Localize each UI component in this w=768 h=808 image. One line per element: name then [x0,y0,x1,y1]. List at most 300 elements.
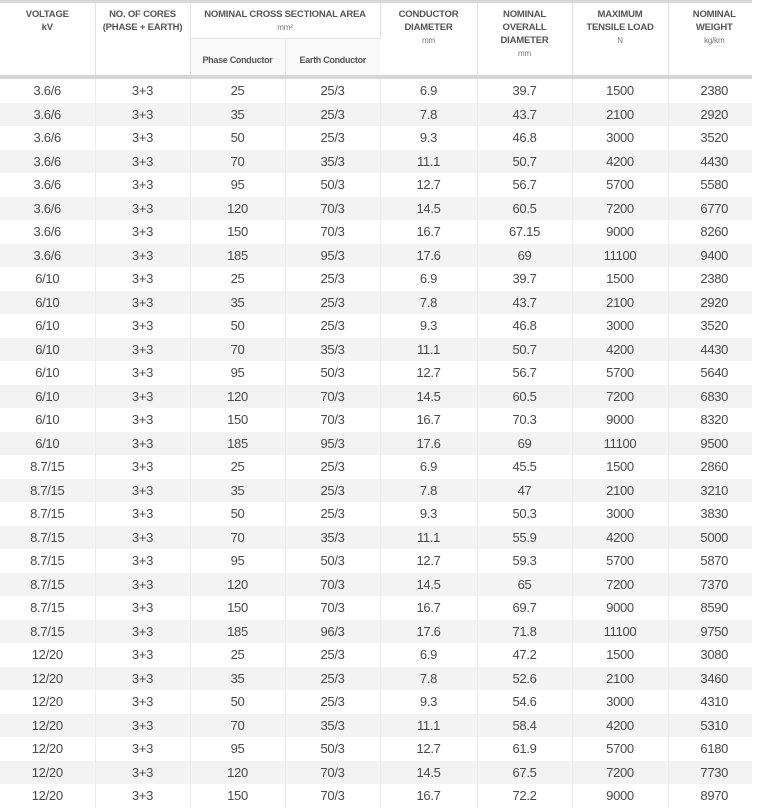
cell-earth-conductor: 50/3 [285,173,380,197]
cell-earth-conductor: 70/3 [285,385,380,409]
cell-cores: 3+3 [95,737,190,761]
table-row [0,761,760,785]
cell-overall-diameter: 67.15 [477,220,572,244]
cell-cores: 3+3 [95,784,190,808]
cell-weight: 5870 [668,549,760,573]
cell-conductor-diameter: 14.5 [380,573,477,597]
cell-phase-conductor: 70 [190,150,285,174]
cell-phase-conductor: 35 [190,103,285,127]
cell-voltage: 12/20 [0,784,95,808]
cell-overall-diameter: 60.5 [477,385,572,409]
table-row [0,784,760,808]
cell-phase-conductor: 35 [190,667,285,691]
cell-phase-conductor: 25 [190,79,285,103]
cell-phase-conductor: 95 [190,173,285,197]
cell-phase-conductor: 70 [190,714,285,738]
cell-overall-diameter: 59.3 [477,549,572,573]
header-od-line2: OVERALL [502,22,547,33]
cell-voltage: 8.7/15 [0,455,95,479]
header-area-title: NOMINAL CROSS SECTIONAL AREA [204,9,366,20]
cell-overall-diameter: 47 [477,479,572,503]
cell-phase-conductor: 150 [190,596,285,620]
cell-weight: 5000 [668,526,760,550]
cell-conductor-diameter: 12.7 [380,361,477,385]
cell-cores: 3+3 [95,432,190,456]
header-area-unit: mm² [277,23,293,32]
header-w-unit: kg/km [704,36,725,45]
cell-tensile-load: 2100 [572,667,668,691]
cell-overall-diameter: 45.5 [477,455,572,479]
cell-earth-conductor: 70/3 [285,761,380,785]
cell-voltage: 3.6/6 [0,103,95,127]
cell-weight: 7730 [668,761,760,785]
cell-cores: 3+3 [95,291,190,315]
cell-conductor-diameter: 11.1 [380,150,477,174]
header-cores-line2: (PHASE + EARTH) [102,22,183,33]
cell-earth-conductor: 70/3 [285,573,380,597]
cell-earth-conductor: 70/3 [285,220,380,244]
cell-earth-conductor: 50/3 [285,737,380,761]
cell-tensile-load: 3000 [572,690,668,714]
cell-cores: 3+3 [95,526,190,550]
cell-voltage: 3.6/6 [0,220,95,244]
cell-weight: 2380 [668,267,760,291]
cell-cores: 3+3 [95,103,190,127]
cell-voltage: 6/10 [0,432,95,456]
cell-overall-diameter: 60.5 [477,197,572,221]
cell-tensile-load: 3000 [572,126,668,150]
cell-voltage: 12/20 [0,643,95,667]
cell-phase-conductor: 50 [190,314,285,338]
cell-voltage: 8.7/15 [0,620,95,644]
cell-phase-conductor: 185 [190,432,285,456]
cell-cores: 3+3 [95,126,190,150]
cell-tensile-load: 2100 [572,103,668,127]
cell-conductor-diameter: 12.7 [380,549,477,573]
cell-weight: 4310 [668,690,760,714]
cell-tensile-load: 4200 [572,150,668,174]
table-row [0,173,760,197]
table-row [0,620,760,644]
cell-overall-diameter: 58.4 [477,714,572,738]
cell-tensile-load: 1500 [572,267,668,291]
cell-voltage: 12/20 [0,714,95,738]
cell-cores: 3+3 [95,361,190,385]
cell-earth-conductor: 25/3 [285,690,380,714]
cell-weight: 6180 [668,737,760,761]
cell-weight: 3210 [668,479,760,503]
cell-weight: 8590 [668,596,760,620]
cell-tensile-load: 7200 [572,197,668,221]
cell-conductor-diameter: 7.8 [380,479,477,503]
cell-weight: 2920 [668,291,760,315]
header-cross-sectional-area [190,3,380,39]
cell-earth-conductor: 70/3 [285,784,380,808]
cell-voltage: 8.7/15 [0,502,95,526]
cell-tensile-load: 5700 [572,549,668,573]
cell-phase-conductor: 50 [190,502,285,526]
cell-weight: 5580 [668,173,760,197]
cell-voltage: 8.7/15 [0,549,95,573]
cell-overall-diameter: 55.9 [477,526,572,550]
cell-overall-diameter: 50.7 [477,150,572,174]
cell-weight: 7370 [668,573,760,597]
cell-weight: 9500 [668,432,760,456]
cell-earth-conductor: 95/3 [285,244,380,268]
cell-phase-conductor: 50 [190,126,285,150]
cell-weight: 2380 [668,79,760,103]
header-od-line1: NOMINAL [503,9,546,20]
table-body [0,79,760,808]
cell-conductor-diameter: 11.1 [380,526,477,550]
cell-conductor-diameter: 7.8 [380,103,477,127]
table-row [0,314,760,338]
cell-phase-conductor: 35 [190,479,285,503]
cell-tensile-load: 2100 [572,479,668,503]
cell-voltage: 3.6/6 [0,126,95,150]
cell-overall-diameter: 50.7 [477,338,572,362]
cell-voltage: 12/20 [0,761,95,785]
cell-weight: 8260 [668,220,760,244]
cell-cores: 3+3 [95,173,190,197]
cell-phase-conductor: 120 [190,385,285,409]
cell-tensile-load: 11100 [572,432,668,456]
header-voltage-title: VOLTAGE [25,9,69,20]
cell-overall-diameter: 69 [477,432,572,456]
cell-phase-conductor: 95 [190,361,285,385]
cell-weight: 6830 [668,385,760,409]
cell-voltage: 6/10 [0,267,95,291]
cell-tensile-load: 9000 [572,408,668,432]
header-earth-conductor: Earth Conductor [285,39,380,78]
table-row [0,479,760,503]
cell-voltage: 12/20 [0,667,95,691]
cell-overall-diameter: 39.7 [477,79,572,103]
table-row [0,526,760,550]
cell-phase-conductor: 185 [190,244,285,268]
cell-weight: 2860 [668,455,760,479]
cell-phase-conductor: 185 [190,620,285,644]
cell-tensile-load: 5700 [572,361,668,385]
header-weight [668,3,760,77]
header-cd-line2: DIAMETER [404,22,453,33]
cell-phase-conductor: 70 [190,338,285,362]
table-row [0,79,760,103]
header-cores-line1: NO. OF CORES [109,9,176,20]
cell-weight: 8320 [668,408,760,432]
cell-overall-diameter: 54.6 [477,690,572,714]
cell-voltage: 6/10 [0,338,95,362]
cell-tensile-load: 4200 [572,526,668,550]
cell-weight: 4430 [668,150,760,174]
cell-cores: 3+3 [95,596,190,620]
cell-cores: 3+3 [95,667,190,691]
cell-earth-conductor: 35/3 [285,526,380,550]
table-row [0,432,760,456]
cell-cores: 3+3 [95,690,190,714]
cell-voltage: 3.6/6 [0,173,95,197]
cell-voltage: 6/10 [0,408,95,432]
cell-cores: 3+3 [95,338,190,362]
table-row [0,737,760,761]
table-row [0,714,760,738]
cell-earth-conductor: 50/3 [285,361,380,385]
cell-phase-conductor: 120 [190,197,285,221]
cell-weight: 3080 [668,643,760,667]
header-cd-line1: CONDUCTOR [398,9,459,20]
cell-conductor-diameter: 16.7 [380,408,477,432]
cell-conductor-diameter: 7.8 [380,667,477,691]
table-row [0,338,760,362]
cell-cores: 3+3 [95,408,190,432]
cell-tensile-load: 4200 [572,714,668,738]
cell-tensile-load: 7200 [572,573,668,597]
cell-tensile-load: 2100 [572,291,668,315]
cell-voltage: 3.6/6 [0,79,95,103]
cell-phase-conductor: 95 [190,549,285,573]
cell-tensile-load: 5700 [572,173,668,197]
table-row [0,291,760,315]
header-w-line2: WEIGHT [695,22,733,33]
cell-conductor-diameter: 6.9 [380,643,477,667]
cell-earth-conductor: 25/3 [285,291,380,315]
cell-earth-conductor: 25/3 [285,314,380,338]
table-row [0,408,760,432]
cell-overall-diameter: 50.3 [477,502,572,526]
cell-tensile-load: 9000 [572,220,668,244]
cell-conductor-diameter: 6.9 [380,455,477,479]
cell-cores: 3+3 [95,549,190,573]
cell-earth-conductor: 25/3 [285,502,380,526]
cell-voltage: 3.6/6 [0,150,95,174]
cell-phase-conductor: 150 [190,408,285,432]
cell-earth-conductor: 95/3 [285,432,380,456]
header-od-line3: DIAMETER [500,35,549,46]
cell-overall-diameter: 69.7 [477,596,572,620]
cell-tensile-load: 5700 [572,737,668,761]
cell-voltage: 12/20 [0,690,95,714]
cell-cores: 3+3 [95,197,190,221]
cell-overall-diameter: 46.8 [477,126,572,150]
header-tensile-load [572,3,668,77]
cell-conductor-diameter: 16.7 [380,220,477,244]
cell-overall-diameter: 70.3 [477,408,572,432]
cell-conductor-diameter: 14.5 [380,197,477,221]
cell-conductor-diameter: 11.1 [380,714,477,738]
cell-voltage: 8.7/15 [0,573,95,597]
cell-weight: 8970 [668,784,760,808]
table-row [0,596,760,620]
cell-overall-diameter: 52.6 [477,667,572,691]
cell-conductor-diameter: 17.6 [380,244,477,268]
cell-conductor-diameter: 16.7 [380,784,477,808]
cell-voltage: 6/10 [0,314,95,338]
cell-earth-conductor: 70/3 [285,596,380,620]
cell-earth-conductor: 96/3 [285,620,380,644]
cell-cores: 3+3 [95,79,190,103]
cell-cores: 3+3 [95,314,190,338]
cell-conductor-diameter: 11.1 [380,338,477,362]
header-conductor-diameter [380,3,477,77]
cell-conductor-diameter: 9.3 [380,126,477,150]
cell-earth-conductor: 25/3 [285,455,380,479]
cell-weight: 3830 [668,502,760,526]
cell-cores: 3+3 [95,714,190,738]
cell-phase-conductor: 120 [190,761,285,785]
cell-overall-diameter: 61.9 [477,737,572,761]
cell-overall-diameter: 67.5 [477,761,572,785]
cell-cores: 3+3 [95,620,190,644]
cell-weight: 6770 [668,197,760,221]
cell-weight: 3520 [668,126,760,150]
cell-overall-diameter: 47.2 [477,643,572,667]
table-row [0,667,760,691]
cell-tensile-load: 1500 [572,643,668,667]
header-od-unit: mm [518,49,531,58]
cell-phase-conductor: 25 [190,267,285,291]
cell-earth-conductor: 50/3 [285,549,380,573]
cell-conductor-diameter: 6.9 [380,79,477,103]
cell-conductor-diameter: 17.6 [380,620,477,644]
cell-conductor-diameter: 9.3 [380,502,477,526]
cell-cores: 3+3 [95,385,190,409]
header-w-line1: NOMINAL [692,9,736,20]
header-phase-conductor: Phase Conductor [190,39,285,78]
cell-phase-conductor: 120 [190,573,285,597]
cell-earth-conductor: 35/3 [285,338,380,362]
cell-cores: 3+3 [95,267,190,291]
cable-spec-table [0,3,760,808]
table-row [0,573,760,597]
header-cores [95,3,190,77]
cell-earth-conductor: 25/3 [285,126,380,150]
table-row [0,244,760,268]
cell-earth-conductor: 35/3 [285,150,380,174]
cell-voltage: 3.6/6 [0,197,95,221]
cell-cores: 3+3 [95,502,190,526]
cell-conductor-diameter: 17.6 [380,432,477,456]
header-tl-unit: N [617,36,623,45]
header-cd-unit: mm [422,36,435,45]
table-row [0,197,760,221]
table-row [0,126,760,150]
table-row [0,455,760,479]
cell-tensile-load: 11100 [572,244,668,268]
table-row [0,220,760,244]
cell-tensile-load: 11100 [572,620,668,644]
cell-conductor-diameter: 9.3 [380,314,477,338]
cell-phase-conductor: 150 [190,220,285,244]
cell-overall-diameter: 69 [477,244,572,268]
cell-tensile-load: 3000 [572,314,668,338]
cell-weight: 4430 [668,338,760,362]
cell-voltage: 3.6/6 [0,244,95,268]
cell-conductor-diameter: 12.7 [380,737,477,761]
cell-voltage: 6/10 [0,361,95,385]
cell-cores: 3+3 [95,573,190,597]
cell-voltage: 8.7/15 [0,596,95,620]
cell-tensile-load: 1500 [572,455,668,479]
cell-earth-conductor: 25/3 [285,267,380,291]
header-tl-line2: TENSILE LOAD [586,22,654,33]
cell-weight: 9750 [668,620,760,644]
cell-overall-diameter: 65 [477,573,572,597]
cell-phase-conductor: 35 [190,291,285,315]
cell-tensile-load: 7200 [572,761,668,785]
cell-voltage: 6/10 [0,291,95,315]
cell-weight: 3460 [668,667,760,691]
cell-weight: 5640 [668,361,760,385]
cell-phase-conductor: 50 [190,690,285,714]
cell-conductor-diameter: 12.7 [380,173,477,197]
cell-tensile-load: 7200 [572,385,668,409]
table-row [0,643,760,667]
cell-conductor-diameter: 14.5 [380,761,477,785]
cell-conductor-diameter: 16.7 [380,596,477,620]
cell-cores: 3+3 [95,643,190,667]
cell-phase-conductor: 25 [190,643,285,667]
cell-cores: 3+3 [95,150,190,174]
cell-phase-conductor: 150 [190,784,285,808]
table-row [0,103,760,127]
cell-conductor-diameter: 9.3 [380,690,477,714]
cell-earth-conductor: 25/3 [285,103,380,127]
header-voltage-unit: kV [41,22,53,33]
cell-voltage: 6/10 [0,385,95,409]
header-tl-line1: MAXIMUM [597,9,643,20]
cell-earth-conductor: 70/3 [285,197,380,221]
cell-earth-conductor: 35/3 [285,714,380,738]
cell-earth-conductor: 25/3 [285,479,380,503]
cell-tensile-load: 9000 [572,784,668,808]
table-header [0,3,760,79]
table-row [0,361,760,385]
cell-cores: 3+3 [95,761,190,785]
page-margin [752,0,760,802]
cell-phase-conductor: 70 [190,526,285,550]
cell-tensile-load: 3000 [572,502,668,526]
cell-overall-diameter: 56.7 [477,173,572,197]
cell-overall-diameter: 43.7 [477,103,572,127]
table-row [0,385,760,409]
cell-overall-diameter: 46.8 [477,314,572,338]
table-row [0,549,760,573]
cell-overall-diameter: 71.8 [477,620,572,644]
cell-voltage: 8.7/15 [0,479,95,503]
cell-tensile-load: 1500 [572,79,668,103]
cell-cores: 3+3 [95,220,190,244]
cell-tensile-load: 9000 [572,596,668,620]
cell-weight: 3520 [668,314,760,338]
cell-weight: 9400 [668,244,760,268]
header-overall-diameter [477,3,572,77]
cell-conductor-diameter: 7.8 [380,291,477,315]
table-row [0,502,760,526]
cell-earth-conductor: 25/3 [285,643,380,667]
cell-earth-conductor: 70/3 [285,408,380,432]
header-voltage [0,3,95,77]
cell-conductor-diameter: 6.9 [380,267,477,291]
cell-weight: 5310 [668,714,760,738]
table-row [0,267,760,291]
cell-phase-conductor: 95 [190,737,285,761]
cell-cores: 3+3 [95,244,190,268]
cell-overall-diameter: 72.2 [477,784,572,808]
cell-cores: 3+3 [95,455,190,479]
cell-tensile-load: 4200 [572,338,668,362]
cell-overall-diameter: 43.7 [477,291,572,315]
cell-phase-conductor: 25 [190,455,285,479]
